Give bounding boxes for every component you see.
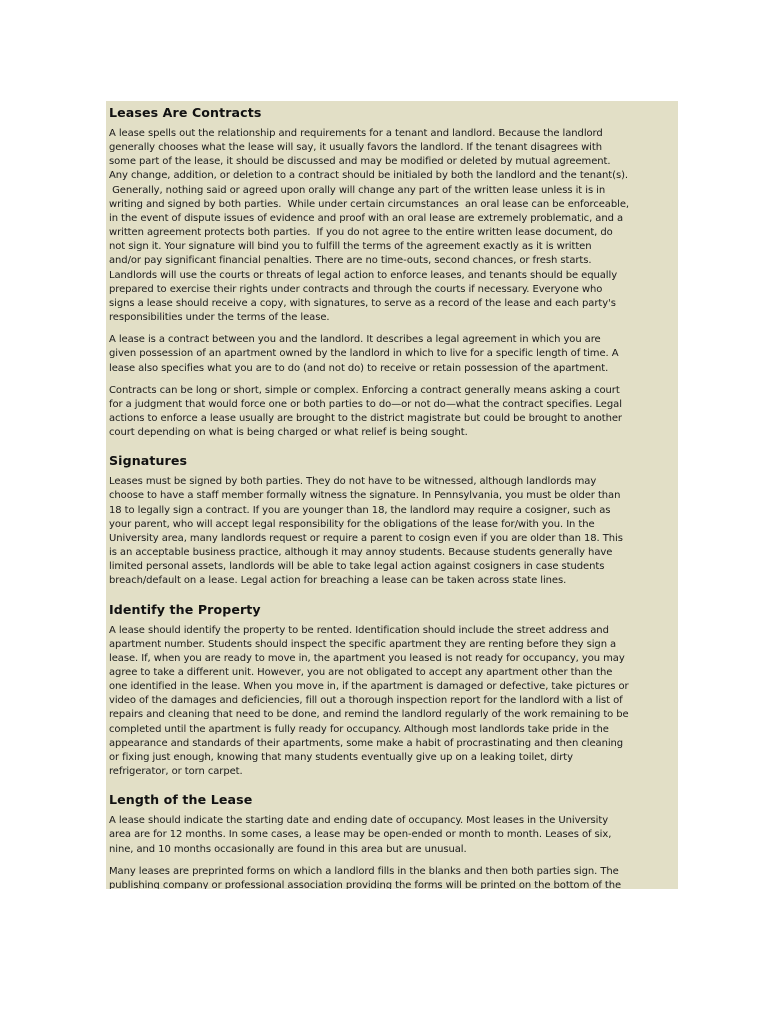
section-heading-signatures: Signatures bbox=[109, 453, 188, 469]
section-heading-length-of-the-lease: Length of the Lease bbox=[109, 792, 253, 808]
paragraph: A lease is a contract between you and the landlord. It describes a legal agreement in which you are given possession of an apartment owned by the landlord in which to live for a specific length of time. A lease also specifies what you are to do (and not do) to receive or retain possession of the apartment. bbox=[109, 334, 619, 374]
document-content bbox=[109, 104, 677, 889]
paragraph: A lease should indicate the starting date and ending date of occupancy. Most leases in the University area are for 12 months. In some cases, a lease may be open-ended or month to month. Leases of six, nine, and 10 months occasionally are found in this area but are unusual. bbox=[109, 815, 612, 855]
paragraph: A lease should identify the property to be rented. Identification should include the street address and apartment number. Students should inspect the specific apartment they are renting before they sign a lease. If, when you are ready to move in, the apartment you leased is not ready for occupancy, you may agree to take a different unit. However, you are not obligated to accept any apartment other than the one identified in the lease. When you move in, if the apartment is damaged or defective, take pictures or video of the damages and deficiencies, fill out a thorough inspection report for the landlord with a list of repairs and cleaning that need to be done, and remind the landlord regularly of the work remaining to be completed until the apartment is fully ready for occupancy. Although most landlords take pride in the appearance and standards of their apartments, some make a habit of procrastinating and then cleaning or fixing just enough, knowing that many students eventually give up on a leaking toilet, dirty refrigerator, or torn carpet. bbox=[109, 624, 629, 778]
paragraph: Leases must be signed by both parties. They do not have to be witnessed, although landlords may choose to have a staff member formally witness the signature. In Pennsylvania, you must be older than 18 to legally sign a contract. If you are younger than 18, the landlord may require a cosigner, such as your parent, who will accept legal responsibility for the obligations of the lease for/with you. In the University area, many landlords request or require a parent to cosign even if you are older than 18. This is an acceptable business practice, although it may annoy students. Because students generally have limited personal assets, landlords will be able to take legal action against cosigners in case students breach/default on a lease. Legal action for breaching a lease can be taken across state lines. bbox=[109, 476, 623, 587]
section-heading-identify-the-property: Identify the Property bbox=[109, 601, 261, 617]
document-panel bbox=[106, 101, 678, 889]
section-heading-leases-are-contracts: Leases Are Contracts bbox=[109, 105, 262, 120]
paragraph: Contracts can be long or short, simple or complex. Enforcing a contract generally means asking a court for a judgment that would force one or both parties to do—or not do—what the contract specifies. Legal actions to enforce a lease usually are brought to the district magistrate but could be brought to another court depending on what is being charged or what relief is being sought. bbox=[109, 384, 622, 439]
paragraph: Many leases are preprinted forms on which a landlord fills in the blanks and then both parties sign. The publishing company or professional association providing the forms will be printed on the bottom of the bbox=[109, 865, 622, 889]
paragraph: A lease spells out the relationship and requirements for a tenant and landlord. Because the landlord generally chooses what the lease will say, it usually favors the landlord. If the tenant disagrees with some part of the lease, it should be discussed and may be modified or deleted by mutual agreement. Any change, addition, or deletion to a contract should be initialed by both the landlord and the tenant(s). Generally, nothing said or agreed upon orally will change any part of the written lease unless it is in writing and signed by both parties. While under certain circumstances an oral lease can be enforceable, in the event of dispute issues of evidence and proof with an oral lease are extremely problematic, and a written agreement protects both parties. If you do not agree to the entire written lease document, do not sign it. Your signature will bind you to fulfill the terms of the agreement exactly as it is written and/or pay significant financial penalties. There are no time-outs, second chances, or fresh starts. Landlords will use the courts or threats of legal action to enforce leases, and tenants should be equally prepared to exercise their rights under contracts and through the courts if necessary. Everyone who signs a lease should receive a copy, with signatures, to serve as a record of the lease and each party's responsibilities under the terms of the lease. bbox=[109, 128, 629, 324]
